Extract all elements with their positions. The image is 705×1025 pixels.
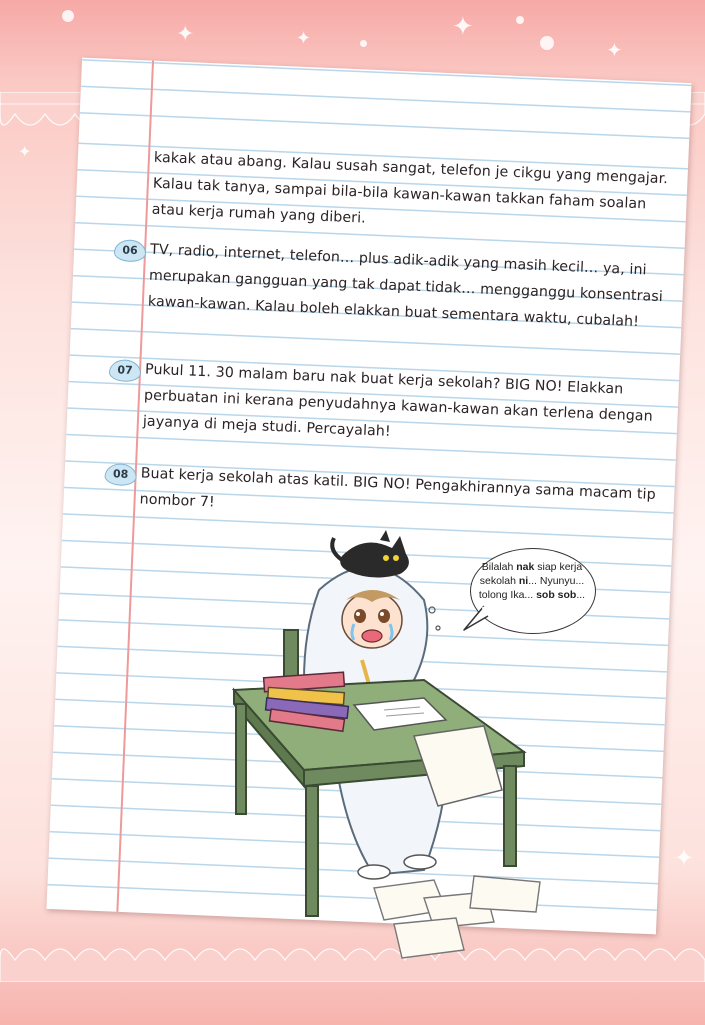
speech-bubble-text: Bilalah nak siap kerja sekolah ni... Nyunyu... tolong Ika... sob sob... <box>478 561 586 601</box>
sparkle-icon: ✦ <box>176 22 195 47</box>
bokeh-dot <box>516 16 524 24</box>
tip-number-badge: 07 <box>109 359 142 382</box>
sparkle-icon: ✦ <box>18 142 32 161</box>
bokeh-dot <box>62 10 74 22</box>
tip-paragraph: Buat kerja sekolah atas katil. BIG NO! Pengakhirannya sama macam tip nombor 7! <box>139 465 657 511</box>
continuation-paragraph: kakak atau abang. Kalau susah sangat, telefon je cikgu yang mengajar. Kalau tak tanya, sampai bila-bila kawan-kawan takkan faham soalan atau kerja rumah yang diberi. <box>151 149 669 228</box>
tip-paragraph: TV, radio, internet, telefon… plus adik-adik yang masih kecil… ya, ini merupakan gangguan yang tak dapat tidak… mengganggu konsentrasi kawan-kawan. Kalau boleh elakkan buat sementara waktu, cubalah! <box>147 241 664 331</box>
girl-at-desk-illustration <box>224 530 564 980</box>
sparkle-icon: ✦ <box>674 844 695 872</box>
tip-paragraph: Pukul 11. 30 malam baru nak buat kerja sekolah? BIG NO! Elakkan perbuatan ini kerana penyudahnya kawan-kawan akan terlena dengan jayanya di meja studi. Percayalah! <box>142 361 654 441</box>
sparkle-icon: ✦ <box>296 28 312 49</box>
bokeh-dot <box>360 40 367 47</box>
sparkle-icon: ✦ <box>606 38 623 62</box>
tip-number-badge: 06 <box>114 239 147 262</box>
bokeh-dot <box>540 36 554 50</box>
sparkle-icon: ✦ <box>452 12 474 42</box>
tip-number-badge: 08 <box>104 463 137 486</box>
